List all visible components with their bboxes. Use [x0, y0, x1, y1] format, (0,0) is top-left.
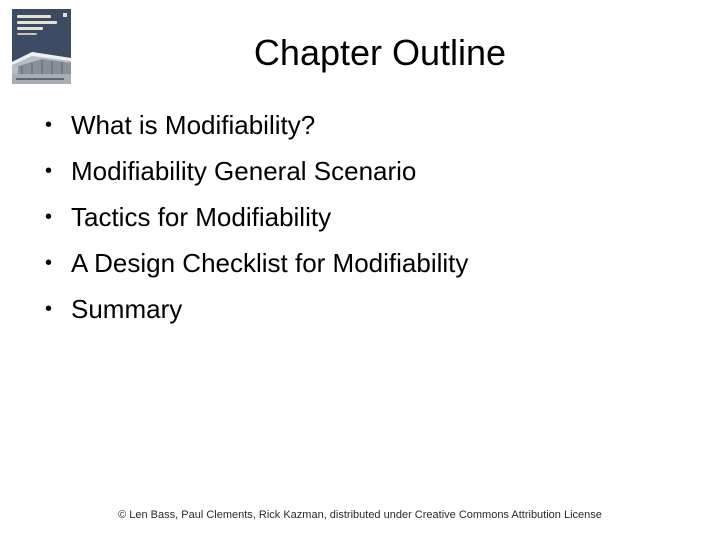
bullet-icon: • [45, 114, 53, 136]
bullet-icon: • [45, 252, 53, 274]
outline-item-label: A Design Checklist for Modifiability [71, 248, 469, 278]
chapter-outline-list [45, 102, 468, 332]
slide-title: Chapter Outline [253, 32, 507, 73]
publisher-mark [63, 13, 67, 17]
outline-item-general-scenario [45, 148, 468, 194]
outline-item-label: What is Modifiability? [71, 110, 316, 140]
bullet-icon: • [45, 160, 53, 182]
copyright-footer: © Len Bass, Paul Clements, Rick Kazman, distributed under Creative Commons Attribution License [118, 509, 602, 521]
bullet-icon: • [45, 206, 53, 228]
outline-item-label: Tactics for Modifiability [71, 202, 332, 232]
outline-item-design-checklist [45, 240, 468, 286]
outline-item-what-is-modifiability [45, 102, 468, 148]
outline-item-tactics [45, 194, 468, 240]
outline-item-label: Modifiability General Scenario [71, 156, 417, 186]
bullet-icon: • [45, 298, 53, 320]
outline-item-summary [45, 286, 468, 332]
outline-item-label: Summary [71, 294, 183, 324]
